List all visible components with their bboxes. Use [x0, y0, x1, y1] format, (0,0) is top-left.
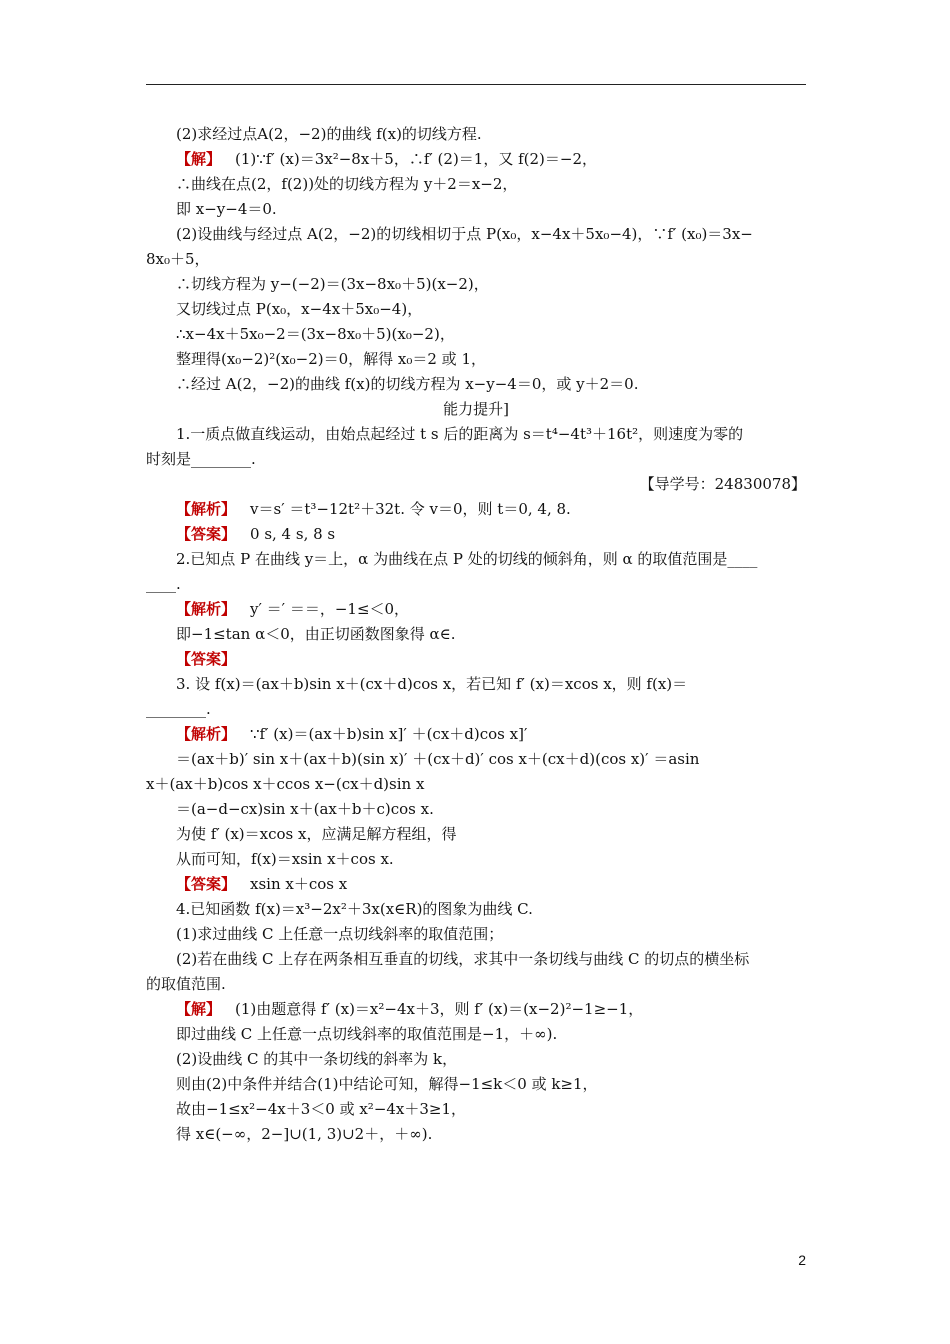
line-text: ∴经过 A(2，−2)的曲线 f(x)的切线方程为 x−y−4＝0，或 y＋2＝0.: [176, 375, 639, 393]
text-line: [176, 547, 806, 572]
text-line: [176, 497, 806, 522]
line-text: (2)求经过点A(2，−2)的曲线 f(x)的切线方程.: [176, 125, 482, 143]
text-line: [176, 522, 806, 547]
text-line: [176, 1022, 806, 1047]
line-text: ＝(a−d−cx)sin x＋(ax＋b＋c)cos x.: [176, 800, 434, 818]
text-line: [176, 1072, 806, 1097]
section-tag: 【解析】: [176, 725, 237, 743]
text-line: [146, 472, 806, 497]
text-line: [146, 247, 806, 272]
line-text: y′ ＝′ ＝＝，−1≤＜0，: [250, 600, 410, 618]
line-text: 即 x−y−4＝0.: [176, 200, 277, 218]
line-text: 得 x∈(−∞，2−]∪(1, 3)∪2＋，＋∞).: [176, 1125, 433, 1143]
line-text: 0 s, 4 s, 8 s: [250, 525, 336, 543]
text-line: [176, 1047, 806, 1072]
section-tag: 【答案】: [176, 525, 237, 543]
text-line: [176, 222, 806, 247]
line-text: (1)求过曲线 C 上任意一点切线斜率的取值范围；: [176, 925, 504, 943]
line-text: 的取值范围.: [146, 975, 226, 993]
line-text: (2)设曲线与经过点 A(2，−2)的切线相切于点 P(x₀，x−4x＋5x₀−4)，∵f′ (x₀)＝3x−: [176, 225, 753, 243]
text-line: [176, 897, 806, 922]
line-text: 又切线过点 P(x₀，x−4x＋5x₀−4)，: [176, 300, 423, 318]
line-text: ________.: [146, 700, 211, 718]
text-line: [176, 1097, 806, 1122]
text-line: [176, 797, 806, 822]
page-number: 2: [798, 1252, 806, 1268]
line-text: ∴x−4x＋5x₀−2＝(3x−8x₀＋5)(x₀−2)，: [176, 325, 455, 343]
line-text: 即−1≤tan α＜0，由正切函数图象得 α∈.: [176, 625, 456, 643]
text-line: [146, 397, 806, 422]
text-line: [176, 197, 806, 222]
section-tag: 【解】: [176, 150, 222, 168]
line-text: x＋(ax＋b)cos x＋ccos x−(cx＋d)sin x: [146, 775, 425, 793]
text-line: [176, 147, 806, 172]
line-text: ∴切线方程为 y−(−2)＝(3x−8x₀＋5)(x−2)，: [176, 275, 489, 293]
line-text: 整理得(x₀−2)²(x₀−2)＝0，解得 x₀＝2 或 1，: [176, 350, 486, 368]
text-line: [176, 997, 806, 1022]
text-line: [176, 372, 806, 397]
line-text: 故由−1≤x²−4x＋3＜0 或 x²−4x＋3≥1，: [176, 1100, 467, 1118]
text-line: [176, 272, 806, 297]
line-text: 即过曲线 C 上任意一点切线斜率的取值范围是−1，＋∞).: [176, 1025, 558, 1043]
text-line: [176, 347, 806, 372]
text-line: [176, 297, 806, 322]
line-text: ____.: [146, 575, 181, 593]
text-line: [146, 772, 806, 797]
line-text: (1)∵f′ (x)＝3x²−8x＋5，∴f′ (2)＝1，又 f(2)＝−2，: [235, 150, 598, 168]
line-text: 则由(2)中条件并结合(1)中结论可知，解得−1≤k＜0 或 k≥1，: [176, 1075, 598, 1093]
line-text: xsin x＋cos x: [250, 875, 348, 893]
line-text: (1)由题意得 f′ (x)＝x²−4x＋3，则 f′ (x)＝(x−2)²−1≥−1，: [235, 1000, 644, 1018]
line-text: ∵f′ (x)＝(ax＋b)sin x]′ ＋(cx＋d)cos x]′: [250, 725, 528, 743]
text-line: [146, 447, 806, 472]
line-text: 3. 设 f(x)＝(ax＋b)sin x＋(cx＋d)cos x，若已知 f′ (x)＝xcos x，则 f(x)＝: [176, 675, 688, 693]
text-line: [176, 122, 806, 147]
line-text: (2)若在曲线 C 上存在两条相互垂直的切线，求其中一条切线与曲线 C 的切点的横坐标: [176, 950, 750, 968]
text-line: [176, 922, 806, 947]
section-tag: 【答案】: [176, 875, 237, 893]
text-line: [146, 572, 806, 597]
text-line: [176, 822, 806, 847]
header-rule: [146, 84, 806, 85]
text-line: [176, 322, 806, 347]
line-text: 1.一质点做直线运动，由始点起经过 t s 后的距离为 s＝t⁴−4t³＋16t²，则速度为零的: [176, 425, 744, 443]
text-line: [176, 747, 806, 772]
line-text: 从而可知，f(x)＝xsin x＋cos x.: [176, 850, 394, 868]
line-text: 8x₀＋5，: [146, 250, 210, 268]
text-line: [176, 647, 806, 672]
section-tag: 【答案】: [176, 650, 237, 668]
line-text: 时刻是________.: [146, 450, 256, 468]
section-tag: 【解】: [176, 1000, 222, 1018]
line-text: 4.已知函数 f(x)＝x³−2x²＋3x(x∈R)的图象为曲线 C.: [176, 900, 533, 918]
line-text: v＝s′ ＝t³−12t²＋32t. 令 v＝0，则 t＝0, 4, 8.: [250, 500, 571, 518]
line-text: ∴曲线在点(2，f(2))处的切线方程为 y＋2＝x−2，: [176, 175, 518, 193]
text-line: [176, 597, 806, 622]
text-line: [176, 1122, 806, 1147]
text-line: [176, 422, 806, 447]
text-line: [176, 172, 806, 197]
text-line: [146, 697, 806, 722]
text-line: [146, 972, 806, 997]
text-line: [176, 847, 806, 872]
section-tag: 【解析】: [176, 500, 237, 518]
text-line: [176, 622, 806, 647]
line-text: 【导学号：24830078】: [639, 475, 806, 493]
line-text: (2)设曲线 C 的其中一条切线的斜率为 k，: [176, 1050, 458, 1068]
text-line: [176, 872, 806, 897]
line-text: ＝(ax＋b)′ sin x＋(ax＋b)(sin x)′ ＋(cx＋d)′ cos x＋(cx＋d)(cos x)′ ＝asin: [176, 750, 700, 768]
line-text: 2.已知点 P 在曲线 y＝上，α 为曲线在点 P 处的切线的倾斜角，则 α 的取值范围是____: [176, 550, 758, 568]
line-text: 为使 f′ (x)＝xcos x，应满足解方程组，得: [176, 825, 457, 843]
line-text: 能力提升]: [443, 400, 509, 418]
section-tag: 【解析】: [176, 600, 237, 618]
text-line: [176, 722, 806, 747]
text-line: [176, 947, 806, 972]
text-line: [176, 672, 806, 697]
